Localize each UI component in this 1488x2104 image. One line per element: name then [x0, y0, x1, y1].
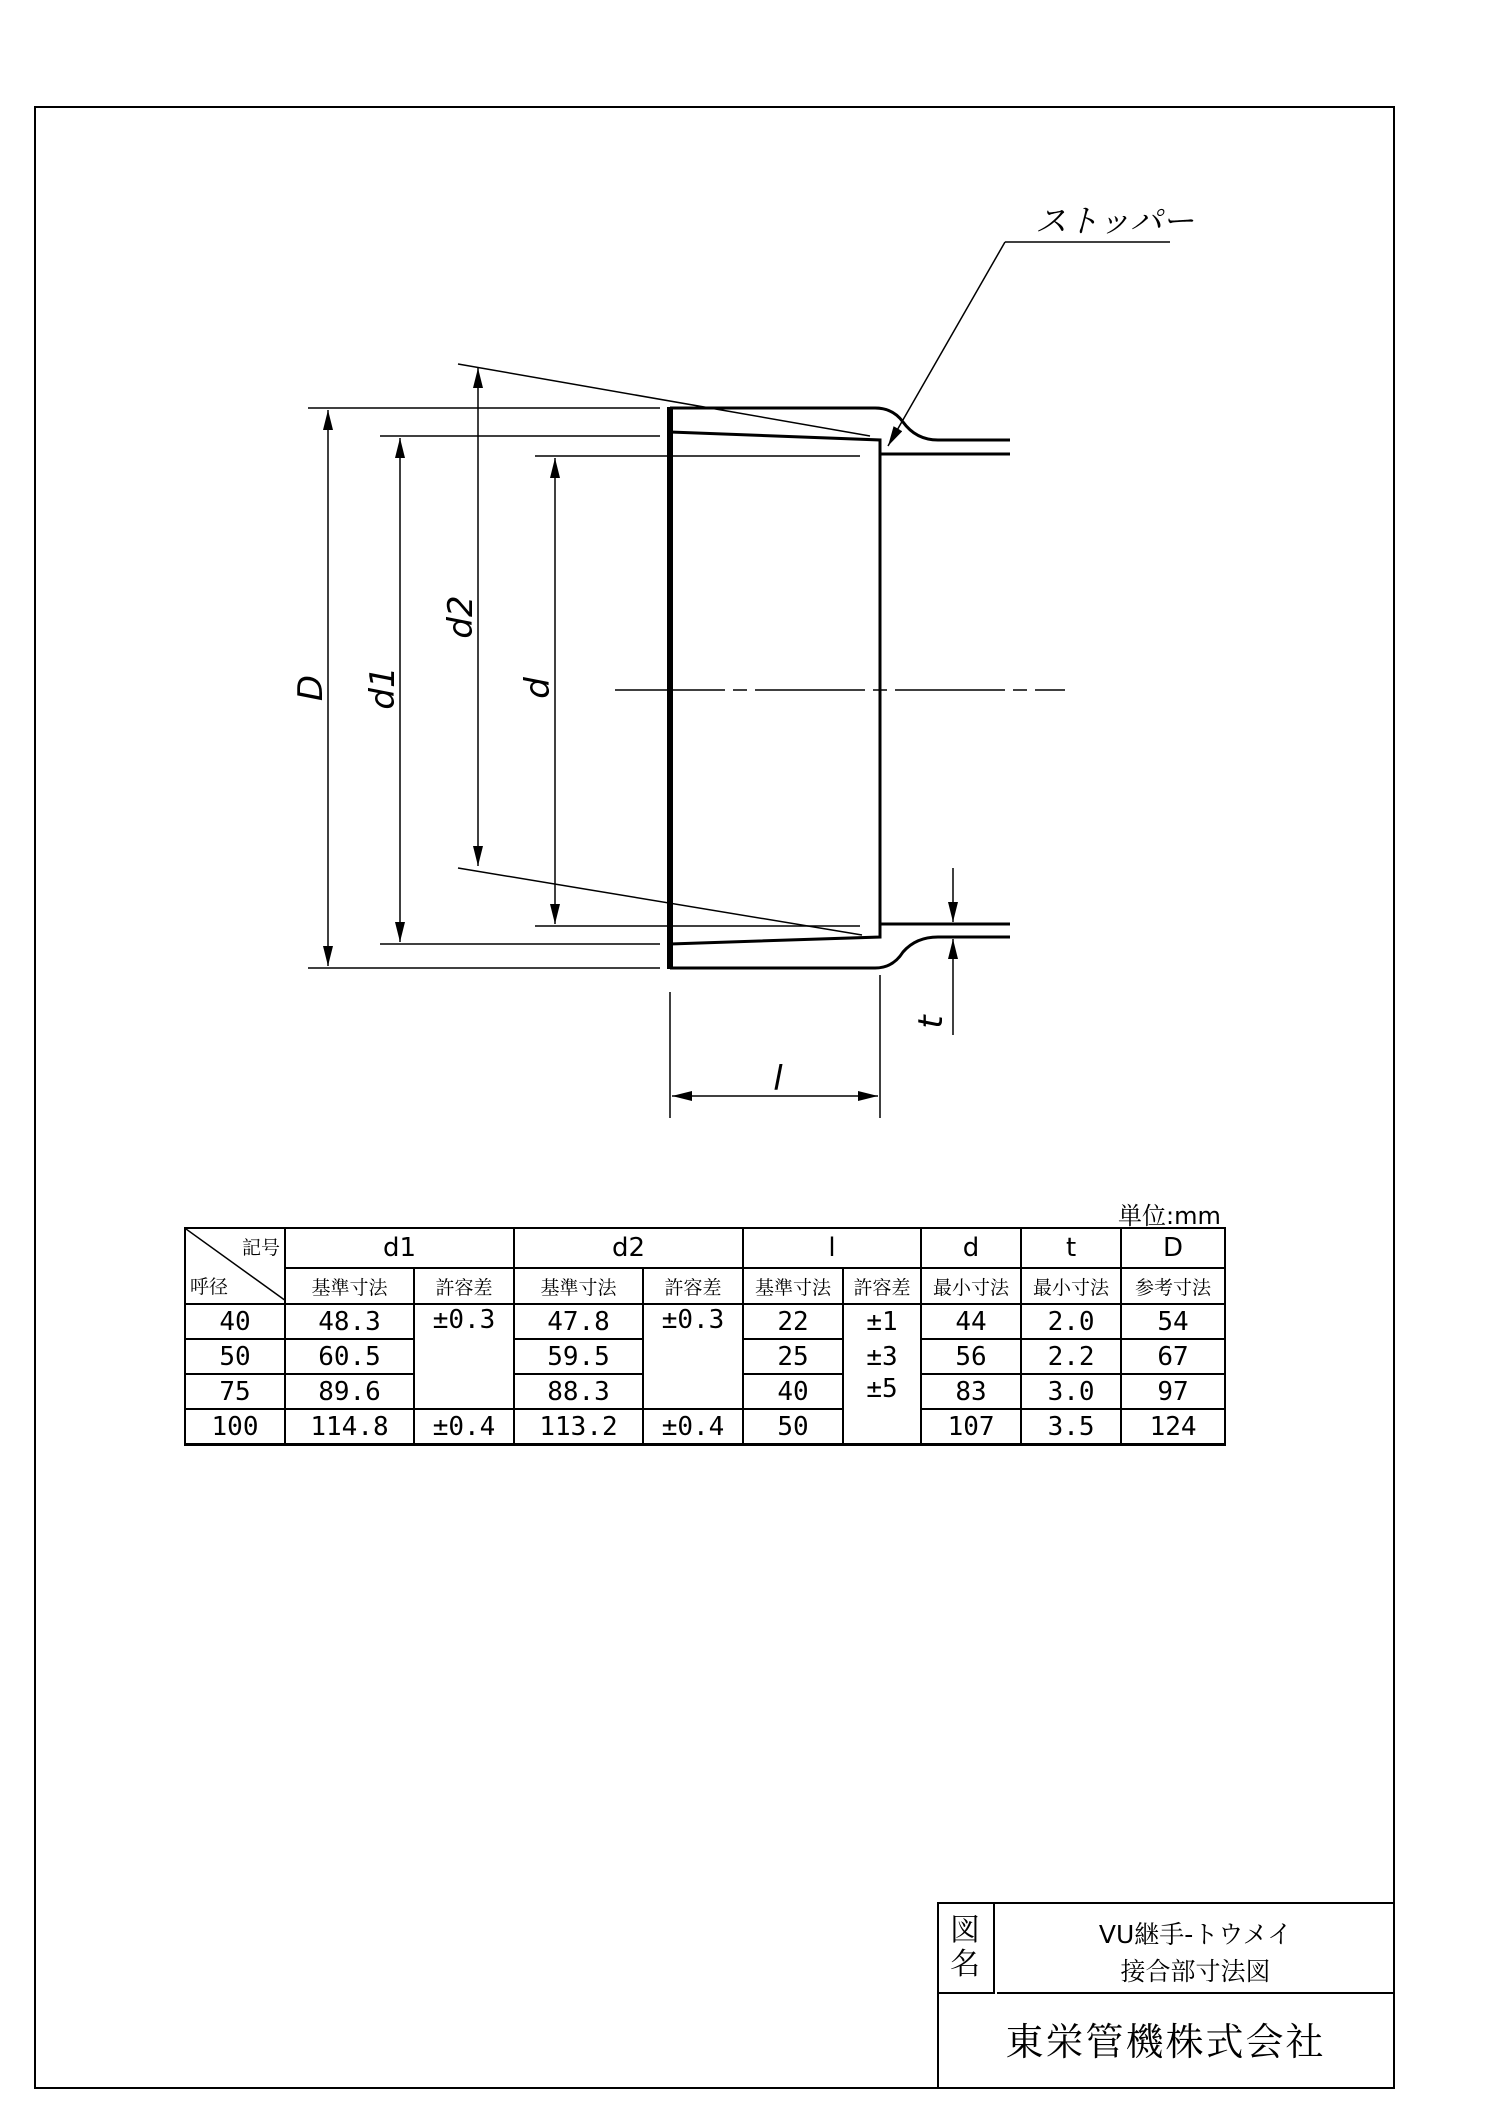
- cell-d1: 114.8: [285, 1409, 414, 1445]
- dim-d-label: d: [518, 677, 558, 699]
- cell-nominal: 40: [185, 1304, 285, 1339]
- cell-d: 56: [921, 1339, 1021, 1374]
- header-D: D: [1121, 1228, 1225, 1268]
- cell-d1: 89.6: [285, 1374, 414, 1409]
- cell-d2: 47.8: [514, 1304, 643, 1339]
- dim-D-label: D: [291, 674, 331, 702]
- cell-nominal: 50: [185, 1339, 285, 1374]
- drawing-frame: [35, 107, 1394, 2088]
- cell-D: 97: [1121, 1374, 1225, 1409]
- cell-t: 2.2: [1021, 1339, 1121, 1374]
- table-row: [185, 1409, 1225, 1445]
- stopper-leader: [888, 242, 1170, 446]
- cell-d2: 59.5: [514, 1339, 643, 1374]
- cell-d1-tol: ±0.3: [414, 1304, 514, 1409]
- dim-t-label: t: [911, 1015, 951, 1029]
- table-row: [185, 1304, 1225, 1339]
- cell-d2: 113.2: [514, 1409, 643, 1445]
- drawing-name-char-1: 図: [950, 1913, 980, 1948]
- company-name: 東栄管機株式会社: [1005, 2020, 1326, 2064]
- dim-l-label: l: [773, 1059, 783, 1099]
- subheader-d-min: 最小寸法: [921, 1268, 1021, 1304]
- dimension-table: [184, 1227, 1226, 1446]
- header-l: l: [743, 1228, 921, 1268]
- subheader-l-basic: 基準寸法: [743, 1268, 843, 1304]
- header-d2: d2: [514, 1228, 743, 1268]
- cell-t: 2.0: [1021, 1304, 1121, 1339]
- stopper-label: ストッパー: [1035, 202, 1195, 240]
- subheader-d2-basic: 基準寸法: [514, 1268, 643, 1304]
- cell-d: 107: [921, 1409, 1021, 1445]
- socket-body: [670, 407, 1010, 969]
- title-block: [937, 1902, 1394, 2088]
- dimension-lines: [328, 368, 953, 1096]
- header-d: d: [921, 1228, 1021, 1268]
- subheader-D-ref: 参考寸法: [1121, 1268, 1225, 1304]
- header-t: t: [1021, 1228, 1121, 1268]
- dim-d1-label: d1: [363, 666, 403, 710]
- table-corner-cell: [185, 1228, 285, 1304]
- drawing-title: [997, 1902, 1394, 1994]
- cell-D: 54: [1121, 1304, 1225, 1339]
- unit-label: 単位:mm: [1118, 1202, 1221, 1230]
- cell-D: 67: [1121, 1339, 1225, 1374]
- extension-lines: [308, 364, 963, 1118]
- cell-l: 25: [743, 1339, 843, 1374]
- subheader-d1-tol: 許容差: [414, 1268, 514, 1304]
- cell-D: 124: [1121, 1409, 1225, 1445]
- corner-nominal-label: 呼径: [190, 1276, 229, 1298]
- cell-d1: 60.5: [285, 1339, 414, 1374]
- cell-d: 83: [921, 1374, 1021, 1409]
- header-d1: d1: [285, 1228, 514, 1268]
- dim-d2-label: d2: [441, 595, 481, 639]
- cell-l-tol: ±3: [843, 1339, 921, 1374]
- drawing-name-char-2: 名: [950, 1947, 980, 1982]
- cell-d1: 48.3: [285, 1304, 414, 1339]
- cell-l: 40: [743, 1374, 843, 1409]
- cell-d2: 88.3: [514, 1374, 643, 1409]
- cell-d: 44: [921, 1304, 1021, 1339]
- cell-l-tol: ±1: [843, 1304, 921, 1339]
- subheader-l-tol: 許容差: [843, 1268, 921, 1304]
- cell-nominal: 100: [185, 1409, 285, 1445]
- cell-l: 22: [743, 1304, 843, 1339]
- cell-d2-tol: ±0.4: [643, 1409, 743, 1445]
- drawing-title-line-1: VU継手-トウメイ: [1098, 1920, 1293, 1949]
- subheader-d2-tol: 許容差: [643, 1268, 743, 1304]
- cell-l-tol: ±5: [843, 1374, 921, 1445]
- cell-t: 3.0: [1021, 1374, 1121, 1409]
- corner-symbol-label: 記号: [241, 1237, 280, 1259]
- drawing-name-label: [937, 1902, 995, 1994]
- subheader-t-min: 最小寸法: [1021, 1268, 1121, 1304]
- cell-d2-tol: ±0.3: [643, 1304, 743, 1409]
- cell-l: 50: [743, 1409, 843, 1445]
- drawing-title-line-2: 接合部寸法図: [1120, 1957, 1271, 1986]
- cell-t: 3.5: [1021, 1409, 1121, 1445]
- cell-d1-tol: ±0.4: [414, 1409, 514, 1445]
- cell-nominal: 75: [185, 1374, 285, 1409]
- subheader-d1-basic: 基準寸法: [285, 1268, 414, 1304]
